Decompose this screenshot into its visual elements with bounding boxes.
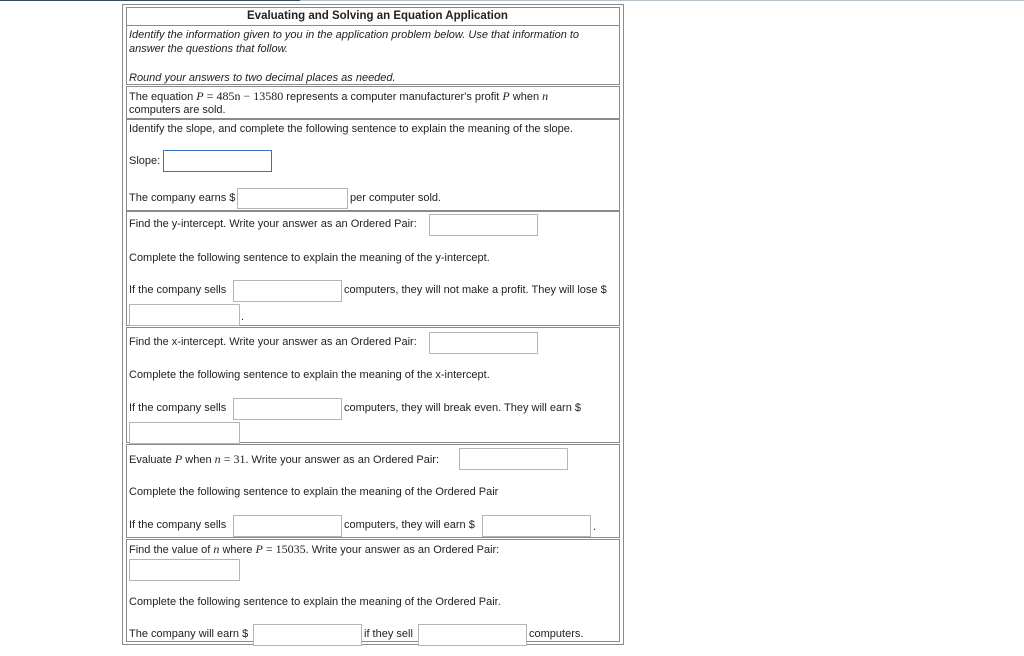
equation-text: = 485n − 13580 (206, 89, 284, 103)
evaluate-q-end: Write your answer as an Ordered Pair: (251, 454, 440, 466)
y-intercept-question: Find the y-intercept. Write your answer as an Ordered Pair: (129, 218, 417, 230)
solve-var-p: P (255, 542, 263, 556)
y-intercept-explain: Complete the following sentence to explain the meaning of the y-intercept. (129, 252, 490, 264)
problem-prefix: The equation (129, 91, 194, 103)
top-accent-line (0, 0, 300, 1)
x-intercept-input[interactable] (429, 332, 538, 354)
evaluate-var-n: n (214, 452, 221, 466)
evaluate-sentence-mid: computers, they will earn $ (344, 519, 475, 531)
solve-sentence-start: The company will earn $ (129, 628, 249, 640)
problem-when: when (512, 91, 540, 103)
y-sentence-end: . (241, 311, 245, 323)
problem-line-1 (129, 89, 548, 104)
solve-computers-input[interactable] (418, 624, 527, 646)
y-sentence-mid: computers, they will not make a profit. They will lose $ (344, 284, 607, 296)
y-intercept-input[interactable] (429, 214, 538, 236)
evaluate-value: = 31. (223, 452, 249, 466)
solve-explain: Complete the following sentence to explain the meaning of the Ordered Pair. (129, 596, 501, 608)
evaluate-explain: Complete the following sentence to explain the meaning of the Ordered Pair (129, 486, 499, 498)
evaluate-q-start: Evaluate (129, 454, 172, 466)
slope-instruction: Identify the slope, and complete the following sentence to explain the meaning of the slope. (129, 123, 573, 135)
evaluate-computers-input[interactable] (233, 515, 342, 537)
worksheet-table (122, 4, 624, 645)
solve-earnings-input[interactable] (253, 624, 362, 646)
slope-input[interactable] (163, 150, 272, 172)
header-section (126, 7, 620, 85)
problem-section (126, 86, 620, 119)
slope-sentence-end: per computer sold. (350, 192, 442, 204)
slope-section (126, 119, 620, 211)
x-intercept-explain: Complete the following sentence to explain the meaning of the x-intercept. (129, 369, 490, 381)
x-sentence-mid: computers, they will break even. They will earn $ (344, 402, 582, 414)
slope-label: Slope: (129, 155, 161, 167)
solve-value: = 15035. (265, 542, 309, 556)
solve-q-start: Find the value of (129, 544, 211, 556)
y-sentence-start: If the company sells (129, 284, 227, 296)
x-intercept-question: Find the x-intercept. Write your answer as an Ordered Pair: (129, 336, 417, 348)
x-computers-input[interactable] (233, 398, 342, 420)
evaluate-sentence-end: . (593, 521, 597, 533)
x-sentence-start: If the company sells (129, 402, 227, 414)
evaluate-section (126, 444, 620, 538)
var-p-2: P (502, 89, 510, 103)
x-intercept-section (126, 327, 620, 443)
evaluate-earnings-input[interactable] (482, 515, 591, 537)
solve-question (129, 542, 499, 557)
y-loss-input[interactable] (129, 304, 240, 326)
instructions-text: Identify the information given to you in the application problem below. Use that information to answer the questions that follow. (129, 29, 580, 55)
problem-suffix: computers are sold. (129, 104, 226, 116)
evaluate-pair-input[interactable] (459, 448, 568, 470)
evaluate-sentence-start: If the company sells (129, 519, 227, 531)
solve-section (126, 539, 620, 642)
title-divider (127, 25, 619, 26)
rounding-note: Round your answers to two decimal places as needed. (129, 72, 396, 84)
solve-var-n: n (213, 542, 220, 556)
solve-sentence-end: computers. (529, 628, 584, 640)
solve-where: where (222, 544, 253, 556)
x-earnings-input[interactable] (129, 422, 240, 444)
y-computers-input[interactable] (233, 280, 342, 302)
earnings-per-computer-input[interactable] (237, 188, 348, 209)
worksheet-title: Evaluating and Solving an Equation Application (247, 10, 508, 22)
y-intercept-section (126, 211, 620, 326)
var-p: P (196, 89, 204, 103)
solve-pair-input[interactable] (129, 559, 240, 581)
problem-middle: represents a computer manufacturer's profit (286, 91, 500, 103)
evaluate-when: when (185, 454, 212, 466)
evaluate-question (129, 452, 439, 467)
slope-sentence-start: The company earns $ (129, 192, 236, 204)
solve-sentence-mid: if they sell (364, 628, 413, 640)
var-n: n (542, 89, 549, 103)
evaluate-var-p: P (174, 452, 183, 466)
solve-q-end: Write your answer as an Ordered Pair: (311, 544, 500, 556)
